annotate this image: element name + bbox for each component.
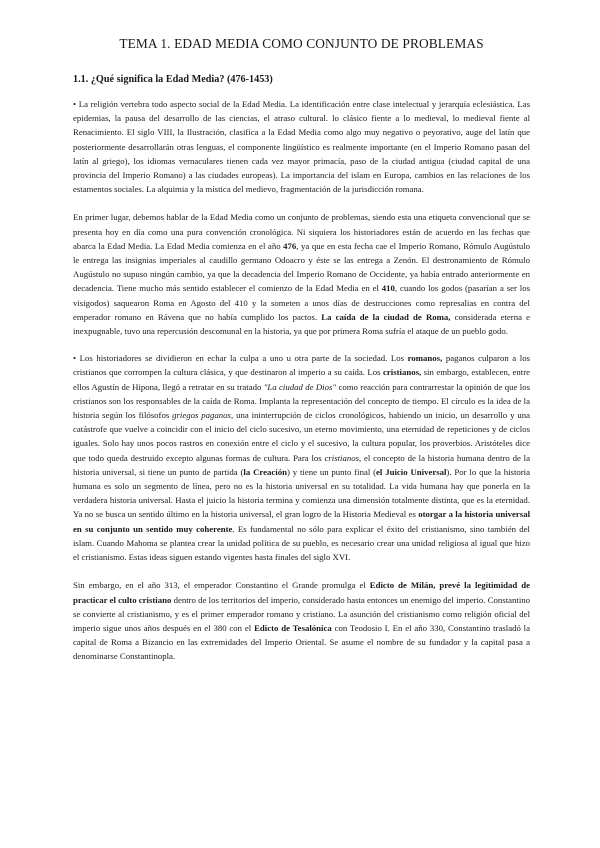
text-run: , ya que en esta fecha cae el Imperio Romano, Rómulo Augústulo le entrega las insignias imperiales al caudillo germano Odoacro y éste se las entrega a Zenón. El destronamiento de Rómulo Augústulo no supuso ningún cambio, ya que la decadencia del Imperio Romano de Occidente, ya había entrado anteriormente en decadencia. Tiene mucho más sentido establecer el comienzo de la Edad Media en el bbox=[73, 240, 531, 294]
text-run: ). Por lo que la historia humana es solo un segmento de línea, pero no es la historia universal en su totalidad. La vida humana hay que ponerla en la verdadera historia universal. Hasta el juicio la historia termina y comienza una dimensión totalmente distinta, que es la eternidad. Ya no se busca un sentido último en la historia universal, el gran logro de la Historia Medieval es bbox=[73, 466, 530, 520]
bold-juicio-universal: el Juicio Universal bbox=[376, 466, 447, 477]
paragraph-text: • La religión vertebra todo aspecto social de la Edad Media. La identificación entre clase intelectual y jerarquía eclesiástica. Las epidemias, la pausa del desarrollo de las ciencias, el atraso cultural. lo clásico fiente a lo medieval, lo medieval fiente al Renacimiento. El siglo VIII, la Ilustración, clasifica a la Edad Media como algo muy negativo o peyorativo, auge del latín que posteriormente desarrollarán otras lenguas, el componente lingüístico es realmente importante (en el Imperio Romano pasan del latín al griego), los idiomas vernaculares tienen cada vez mayor primacía, paso de la ciudad antigua (ciudad capital de una provincia del Imperio Romano) a las ciudades europeas). La importancia del islam en Europa, cambios en las relaciones de los estamentos sociales. La alquimia y la mística del medievo, fragmentación de la jurisdicción romana. bbox=[73, 99, 530, 195]
bold-cristianos: cristianos, bbox=[383, 367, 422, 378]
paragraph-constantino bbox=[73, 578, 530, 663]
bold-edicto-tesalonica: Edicto de Tesalónica bbox=[254, 622, 332, 633]
italic-griegos-paganos: griegos paganos, bbox=[172, 410, 234, 421]
text-run: como reacción para contrarrestar la opinión de que los cristianos son los responsables de la caída de Roma. Implanta la representación del concepto de tiempo. El círculo es la idea de la historia según los filósofos bbox=[73, 381, 530, 421]
section-heading: 1.1. ¿Qué significa la Edad Media? (476-1453) bbox=[73, 74, 273, 85]
bold-caida-roma: La caída de la ciudad de Roma, bbox=[321, 311, 451, 322]
text-run: el concepto de la historia humana dentro de la historia universal, si tiene un punto de partida ( bbox=[73, 452, 530, 477]
text-run: • Los historiadores se dividieron en echar la culpa a uno u otra parte de la sociedad. Los bbox=[73, 353, 408, 364]
text-run: , cuando los godos (pasarían a ser los visigodos) saquearon Roma en Agosto del 410 y la someten a unos días de destrucciones como represalias en contra del emperador romano en Rávena que no había cumplido los pactos. bbox=[73, 283, 530, 322]
text-run: Sin embargo, en el año 313, el emperador Constantino el Grande promulga el bbox=[73, 580, 370, 591]
bold-year-410: 410 bbox=[381, 283, 395, 294]
text-run: dentro de los territorios del imperio, considerado hasta entonces un enemigo del imperio. Constantino se convierte al cristianismo, y es el primer emperador romano y cristiano. La asunción del cristianismo como religión oficial del imperio sigue unos años después en el 380 con el bbox=[73, 594, 531, 633]
text-run: sin embargo, establecen, entre ellos Agustín de Hipona, llegó a retratar en su tratado bbox=[73, 367, 530, 392]
bold-sentido-coherente: otorgar a la historia universal en su conjunto un sentido muy coherente bbox=[73, 509, 530, 534]
text-run: considerada eterna e inexpugnable, tuvo una repercusión descomunal en la historia, ya que por primera Roma sufría el ataque de un pueblo godo. bbox=[73, 311, 530, 337]
document-title: TEMA 1. EDAD MEDIA COMO CONJUNTO DE PROBLEMAS bbox=[119, 36, 484, 51]
text-run: . Es fundamental no sólo para explicar el éxito del cristianismo, sino también del islam. Cuando Mahoma se plantea crear la unidad política de su pueblo, es necesario crear una unidad religiosa al igual que hizo el cristianismo. Estas ideas siguen estando vigentes hasta finales del siglo XVI. bbox=[73, 523, 530, 563]
paragraph-religion bbox=[73, 97, 530, 196]
italic-cristianos: cristianos, bbox=[324, 452, 362, 463]
bold-edicto-milan: Edicto de Milán, prevé la legitimidad de practicar el culto cristiano bbox=[73, 580, 530, 605]
bold-year-476: 476 bbox=[283, 240, 297, 251]
italic-ciudad-de-dios: "La ciudad de Dios" bbox=[263, 381, 337, 392]
text-run: En primer lugar, debemos hablar de la Edad Media como un conjunto de problemas, siendo esta una etiqueta convencional que se presenta hoy en día como una pura convención cronológica. Ni siquiera los historiadores están de acuerdo en las fechas que abarca la Edad Media. La Edad Media comienza en el año bbox=[73, 212, 530, 251]
text-run: con Teodosio I. En el año 330, Constantino trasladó la capital de Roma a Bizancio en las extremidades del Imperio Oriental. Se asume el nombre de su fundador y la capital pasa a denominarse Constantinopla. bbox=[73, 622, 530, 662]
text-run: ) y tiene un punto final ( bbox=[286, 466, 377, 477]
bold-la-creacion: la Creación bbox=[243, 466, 287, 477]
text-run: una ininterrupción de ciclos cronológicos, habiendo un inicio, un desarrollo y una catástrofe que vuelve a coincidir con el inicio del ciclo sucesivo, un eterno movimiento, una eternidad de repeticiones y de ciclos iguales. Solo hay unos pocos rastros en conexión entre el ciclo y el sucesivo, la cultura popular, los proverbios. Aristóteles dice que todo queda destruido excepto algunas formas de cultura. Para los bbox=[73, 410, 531, 463]
bold-romanos: romanos, bbox=[407, 353, 443, 364]
paragraph-conjunto-problemas bbox=[73, 210, 530, 338]
paragraph-historiadores bbox=[73, 351, 530, 564]
text-run: paganos culparon a los cristianos que corrompen la cultura clásica, y que destinaron al imperio a su caída. Los bbox=[73, 353, 530, 378]
